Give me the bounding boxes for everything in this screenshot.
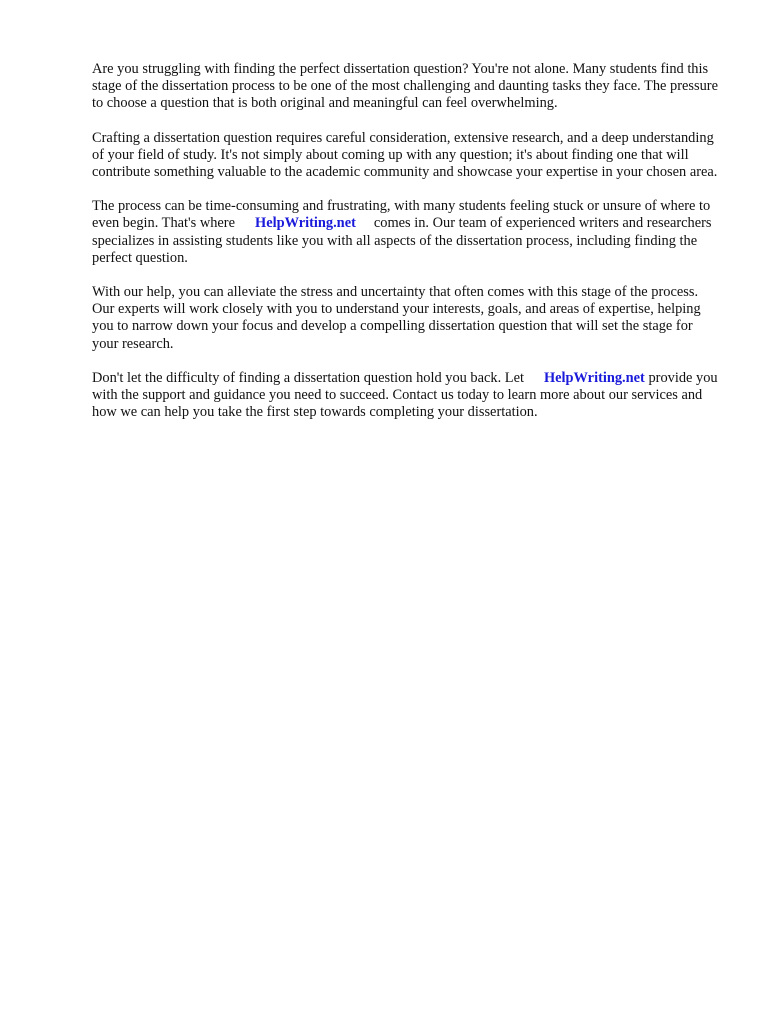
paragraph-intro [92,61,718,113]
paragraph-cta [92,370,718,422]
paragraph-cta-text-after: provide you with the support and guidance you need to succeed. Contact us today to learn more about our services and how we can help you take the first step towards completing your dissertation. [92,369,718,421]
helpwriting-link[interactable]: HelpWriting.net [255,215,356,232]
paragraph-process-text-after: comes in. Our team of experienced writers and researchers specializes in assisting students like you with all aspects of the dissertation process, including finding the perfect question. [92,215,712,266]
paragraph-cta-text-before: Don't let the difficulty of finding a dissertation question hold you back. Let [92,369,524,386]
helpwriting-link-cta[interactable]: HelpWriting.net [543,369,645,386]
paragraph-process [92,198,718,267]
paragraph-help-text: With our help, you can alleviate the stress and uncertainty that often comes with this stage of the process. Our experts will work closely with you to understand your interests, goals, and areas of expertise, helping you to narrow down your focus and develop a compelling dissertation question that will set the stage for your research. [92,284,701,352]
paragraph-intro-text: Are you struggling with finding the perfect dissertation question? You're not alone. Many students find this stage of the dissertation process to be one of the most challenging and daunting tasks they face. The pressure to choose a question that is both original and meaningful can feel overwhelming. [92,61,718,112]
paragraph-crafting-text: Crafting a dissertation question requires careful consideration, extensive research, and a deep understanding of your field of study. It's not simply about coming up with any question; it's about finding one that will contribute something valuable to the academic community and showcase your expertise in your chosen area. [92,129,718,181]
paragraph-crafting [92,130,718,182]
paragraph-process-text-before: The process can be time-consuming and frustrating, with many students feeling stuck or unsure of where to even begin. That's where [92,198,711,232]
paragraph-help [92,284,718,353]
